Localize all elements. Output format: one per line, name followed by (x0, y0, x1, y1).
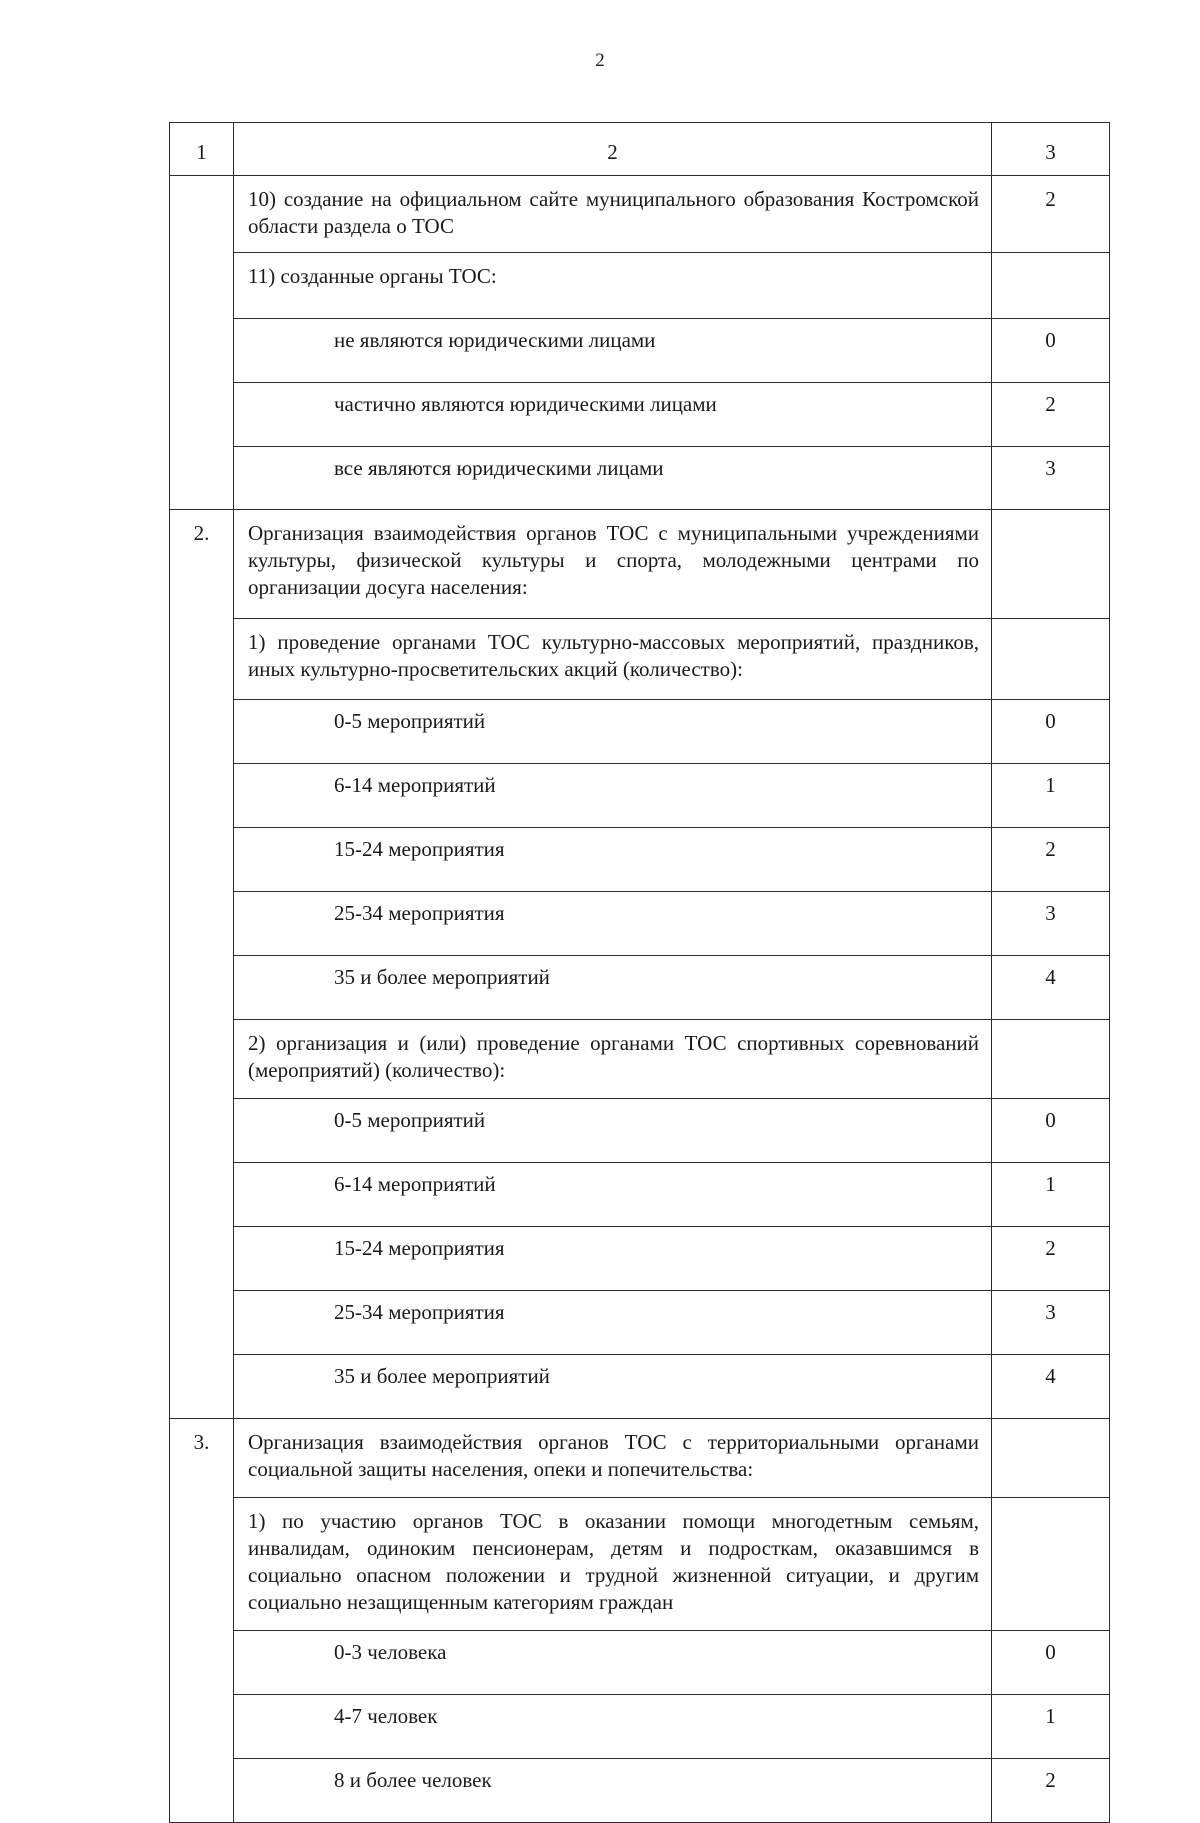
table-row (170, 892, 1110, 956)
table-row (170, 1759, 1110, 1823)
score-value: 1 (992, 764, 1110, 828)
table-row (170, 1419, 1110, 1498)
score-value: 2 (992, 1227, 1110, 1291)
criterion-option: 35 и более мероприятий (234, 1355, 992, 1419)
score-value: 0 (992, 700, 1110, 764)
criterion-option: 6-14 мероприятий (234, 1163, 992, 1227)
table-row (170, 828, 1110, 892)
score-value: 2 (992, 176, 1110, 253)
criterion-text: 11) созданные органы ТОС: (234, 253, 992, 319)
score-value (992, 1020, 1110, 1099)
table-row (170, 176, 1110, 253)
criterion-option: 6-14 мероприятий (234, 764, 992, 828)
score-value: 2 (992, 828, 1110, 892)
score-value (992, 253, 1110, 319)
score-value: 0 (992, 319, 1110, 383)
score-value: 2 (992, 383, 1110, 447)
criterion-text: Организация взаимодействия органов ТОС с муниципальными учреждениями культуры, физической культуры и спорта, молодежными центрами по организации досуга населения: (234, 510, 992, 619)
table-row (170, 619, 1110, 700)
table-row (170, 1631, 1110, 1695)
score-value (992, 1498, 1110, 1631)
criterion-text: 1) по участию органов ТОС в оказании помощи многодетным семьям, инвалидам, одиноким пенсионерам, детям и подросткам, оказавшимся в социально опасном положении и трудной жизненной ситуации, и другим социально незащищенным категориям граждан (234, 1498, 992, 1631)
table-row (170, 510, 1110, 619)
criterion-option: 35 и более мероприятий (234, 956, 992, 1020)
score-value: 1 (992, 1695, 1110, 1759)
criterion-text: 2) организация и (или) проведение органами ТОС спортивных соревнований (мероприятий) (количество): (234, 1020, 992, 1099)
table-row (170, 383, 1110, 447)
header-col-criterion: 2 (234, 123, 992, 176)
table-row (170, 1227, 1110, 1291)
table-row (170, 253, 1110, 319)
score-value: 0 (992, 1631, 1110, 1695)
criterion-option: не являются юридическими лицами (234, 319, 992, 383)
table-row (170, 1099, 1110, 1163)
criterion-option: 0-5 мероприятий (234, 1099, 992, 1163)
table-row (170, 700, 1110, 764)
score-value: 2 (992, 1759, 1110, 1823)
score-value: 4 (992, 1355, 1110, 1419)
criterion-text: 1) проведение органами ТОС культурно-массовых мероприятий, праздников, иных культурно-просветительских акций (количество): (234, 619, 992, 700)
criterion-option: 15-24 мероприятия (234, 1227, 992, 1291)
table-row (170, 956, 1110, 1020)
header-col-number: 1 (170, 123, 234, 176)
score-value (992, 510, 1110, 619)
criterion-option: 8 и более человек (234, 1759, 992, 1823)
score-value: 0 (992, 1099, 1110, 1163)
section-number: 3. (170, 1419, 234, 1823)
table-row (170, 1355, 1110, 1419)
criteria-table (169, 122, 1110, 1823)
table-row (170, 1020, 1110, 1099)
criterion-option: 4-7 человек (234, 1695, 992, 1759)
table-row (170, 764, 1110, 828)
criterion-option: частично являются юридическими лицами (234, 383, 992, 447)
score-value: 4 (992, 956, 1110, 1020)
criterion-option: 0-3 человека (234, 1631, 992, 1695)
table-row (170, 319, 1110, 383)
criterion-option: 0-5 мероприятий (234, 700, 992, 764)
section-number: 2. (170, 510, 234, 1419)
score-value: 1 (992, 1163, 1110, 1227)
header-col-score: 3 (992, 123, 1110, 176)
score-value (992, 619, 1110, 700)
table-row (170, 1498, 1110, 1631)
score-value (992, 1419, 1110, 1498)
score-value: 3 (992, 1291, 1110, 1355)
criterion-option: 25-34 мероприятия (234, 1291, 992, 1355)
criterion-text: 10) создание на официальном сайте муниципального образования Костромской области раздела о ТОС (234, 176, 992, 253)
score-value: 3 (992, 447, 1110, 510)
section-number (170, 176, 234, 510)
criterion-option: все являются юридическими лицами (234, 447, 992, 510)
table-row (170, 1291, 1110, 1355)
criterion-option: 25-34 мероприятия (234, 892, 992, 956)
criterion-option: 15-24 мероприятия (234, 828, 992, 892)
table-row (170, 1163, 1110, 1227)
table-row (170, 447, 1110, 510)
criteria-table-body (170, 123, 1110, 1823)
criterion-text: Организация взаимодействия органов ТОС с территориальными органами социальной защиты населения, опеки и попечительства: (234, 1419, 992, 1498)
score-value: 3 (992, 892, 1110, 956)
table-header-row (170, 123, 1110, 176)
page-number: 2 (595, 50, 605, 71)
table-row (170, 1695, 1110, 1759)
